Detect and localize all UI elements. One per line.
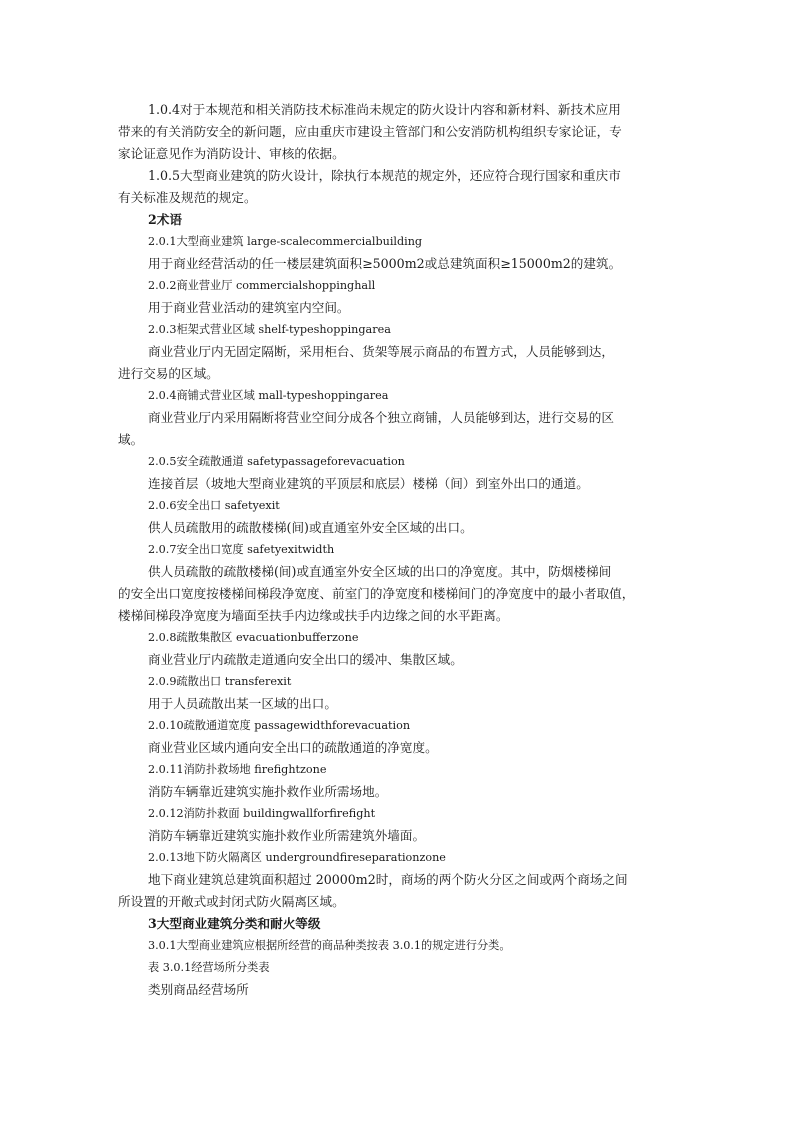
clause-1-0-5-line-1: 1.0.5大型商业建筑的防火设计，除执行本规范的规定外，还应符合现行国家和重庆市 <box>148 168 621 183</box>
term-2-0-13-definition-line-2: 所设置的开敞式或封闭式防火隔离区域。 <box>118 894 345 909</box>
term-2-0-2-definition: 用于商业营业活动的建筑室内空间。 <box>148 300 350 315</box>
term-2-0-8-heading: 2.0.8疏散集散区 evacuationbufferzone <box>148 631 359 644</box>
term-2-0-7-definition-line-3: 楼梯间梯段净宽度为墙面至扶手内边缘或扶手内边缘之间的水平距离。 <box>118 608 509 623</box>
term-2-0-8-definition: 商业营业厅内疏散走道通向安全出口的缓冲、集散区域。 <box>148 652 463 667</box>
term-2-0-9-heading: 2.0.9疏散出口 transferexit <box>148 675 292 688</box>
term-2-0-12-definition: 消防车辆靠近建筑实施扑救作业所需建筑外墙面。 <box>148 828 426 843</box>
term-2-0-5-heading: 2.0.5安全疏散通道 safetypassageforevacuation <box>148 455 405 468</box>
term-2-0-6-definition: 供人员疏散用的疏散楼梯(间)或直通室外安全区域的出口。 <box>148 520 473 535</box>
term-2-0-10-heading: 2.0.10疏散通道宽度 passagewidthforevacuation <box>148 719 411 732</box>
term-2-0-13-definition-line-1: 地下商业建筑总建筑面积超过 20000m2时，商场的两个防火分区之间或两个商场之间 <box>148 872 628 887</box>
term-2-0-4-definition-line-2: 域。 <box>118 432 144 447</box>
term-2-0-12-heading: 2.0.12消防扑救面 buildingwallforfirefight <box>148 807 376 820</box>
table-header-row: 类别商品经营场所 <box>148 982 249 997</box>
term-2-0-4-heading: 2.0.4商铺式营业区域 mall-typeshoppingarea <box>148 389 389 402</box>
clause-1-0-4-line-3: 家论证意见作为消防设计、审核的依据。 <box>118 146 345 161</box>
term-2-0-7-heading: 2.0.7安全出口宽度 safetyexitwidth <box>148 543 335 556</box>
table-caption: 表 3.0.1经营场所分类表 <box>148 961 270 974</box>
term-2-0-3-definition-line-1: 商业营业厅内无固定隔断，采用柜台、货架等展示商品的布置方式，人员能够到达， <box>148 344 614 359</box>
term-2-0-11-definition: 消防车辆靠近建筑实施扑救作业所需场地。 <box>148 784 388 799</box>
section-2-title: 2术语 <box>148 212 182 227</box>
term-2-0-7-definition-line-2: 的安全出口宽度按楼梯间梯段净宽度、前室门的净宽度和楼梯间门的净宽度中的最小者取值， <box>118 586 635 601</box>
term-2-0-5-definition: 连接首层（坡地大型商业建筑的平顶层和底层）楼梯（间）到室外出口的通道。 <box>148 476 589 491</box>
section-3-title: 3大型商业建筑分类和耐火等级 <box>148 916 321 931</box>
term-2-0-9-definition: 用于人员疏散出某一区域的出口。 <box>148 696 337 711</box>
document-page <box>118 99 678 1001</box>
clause-1-0-5-line-2: 有关标准及规范的规定。 <box>118 190 257 205</box>
term-2-0-3-heading: 2.0.3柜架式营业区域 shelf-typeshoppingarea <box>148 323 391 336</box>
term-2-0-10-definition: 商业营业区域内通向安全出口的疏散通道的净宽度。 <box>148 740 438 755</box>
term-2-0-7-definition-line-1: 供人员疏散的疏散楼梯(间)或直通室外安全区域的出口的净宽度。其中，防烟楼梯间 <box>148 564 612 579</box>
term-2-0-4-definition-line-1: 商业营业厅内采用隔断将营业空间分成各个独立商铺，人员能够到达，进行交易的区 <box>148 410 614 425</box>
term-2-0-1-definition: 用于商业经营活动的任一楼层建筑面积≥5000m2或总建筑面积≥15000m2的建筑。 <box>148 256 622 271</box>
term-2-0-2-heading: 2.0.2商业营业厅 commercialshoppinghall <box>148 279 376 292</box>
clause-1-0-4-line-2: 带来的有关消防安全的新问题，应由重庆市建设主管部门和公安消防机构组织专家论证，专 <box>118 124 622 139</box>
term-2-0-13-heading: 2.0.13地下防火隔离区 undergroundfireseparationzone <box>148 851 446 864</box>
term-2-0-3-definition-line-2: 进行交易的区域。 <box>118 366 219 381</box>
term-2-0-11-heading: 2.0.11消防扑救场地 firefightzone <box>148 763 327 776</box>
clause-1-0-4-line-1: 1.0.4对于本规范和相关消防技术标准尚未规定的防火设计内容和新材料、新技术应用 <box>148 102 621 117</box>
clause-3-0-1: 3.0.1大型商业建筑应根据所经营的商品种类按表 3.0.1的规定进行分类。 <box>148 939 511 952</box>
term-2-0-1-heading: 2.0.1大型商业建筑 large-scalecommercialbuilding <box>148 235 423 248</box>
term-2-0-6-heading: 2.0.6安全出口 safetyexit <box>148 499 280 512</box>
